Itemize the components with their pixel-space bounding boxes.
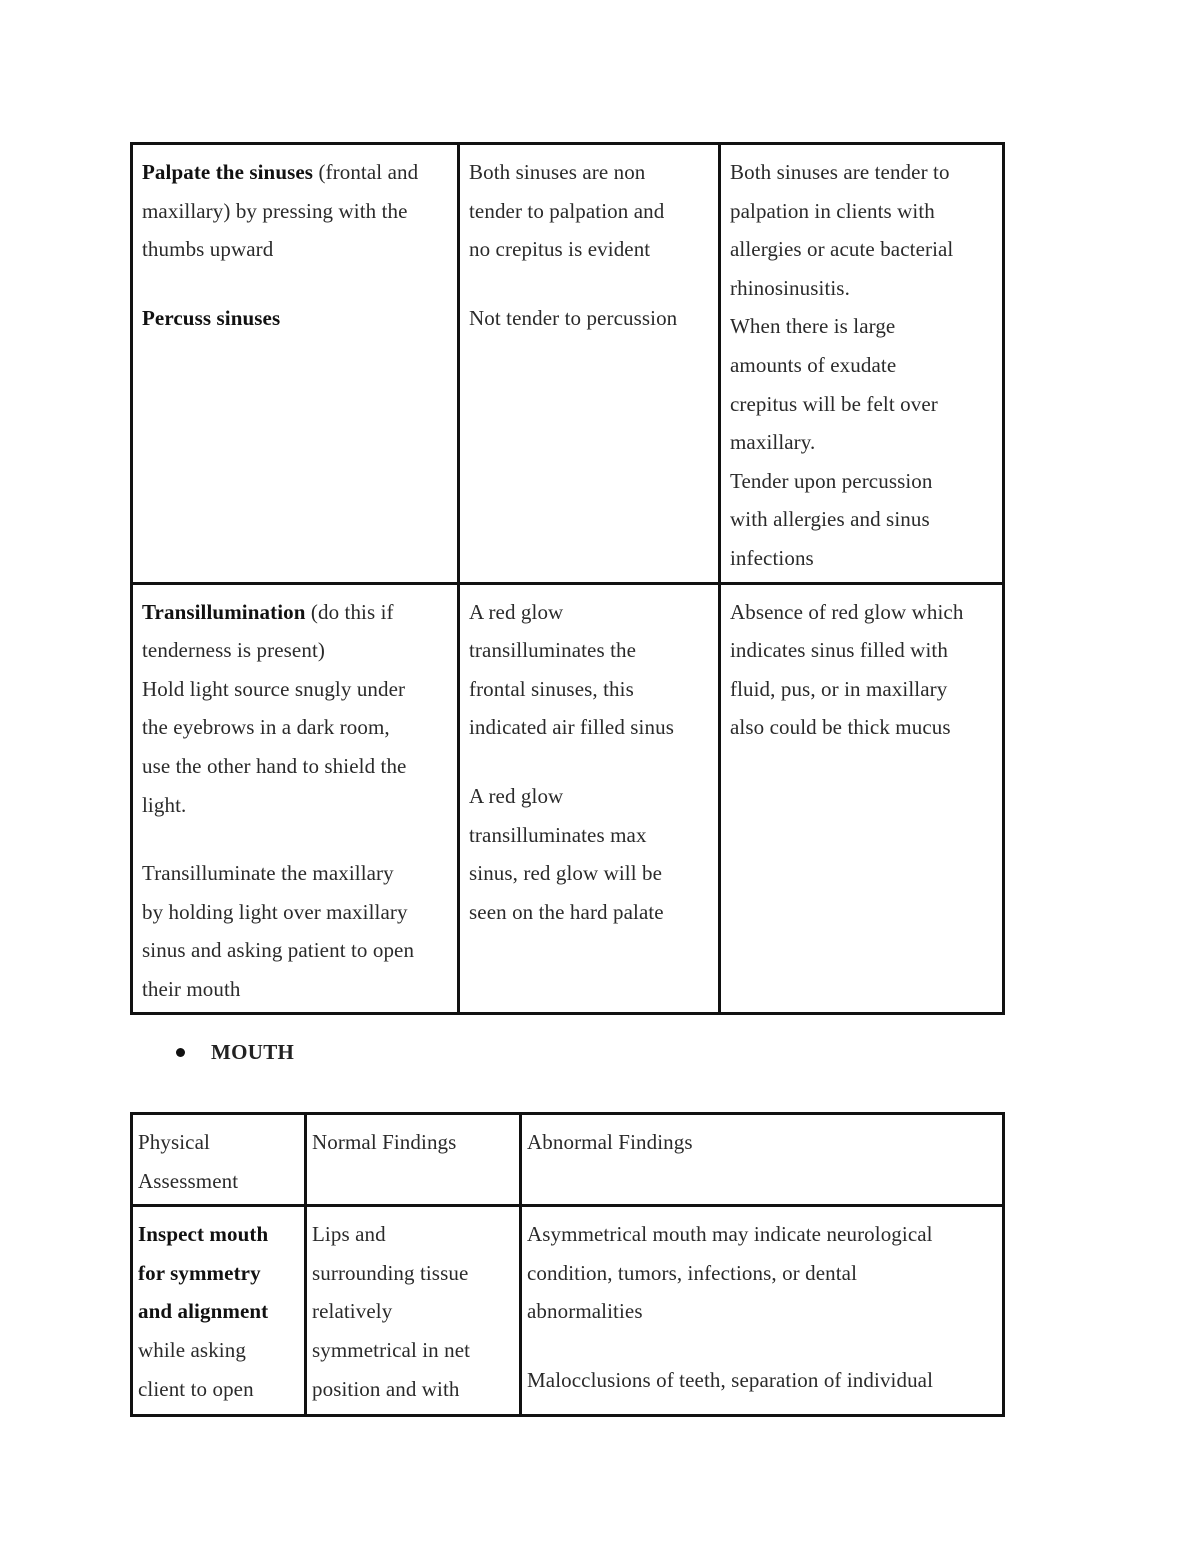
cell-line: thumbs upward [142, 237, 274, 262]
cell-line: rhinosinusitis. [730, 275, 850, 300]
bold-term: Palpate the sinuses [142, 160, 314, 184]
bold-term: Inspect mouth [138, 1222, 269, 1247]
cell-line: their mouth [142, 976, 241, 1001]
cell-line: Not tender to percussion [469, 305, 678, 330]
assessment-cell [132, 583, 459, 1014]
cell-line: tenderness is present) [142, 638, 325, 663]
bullet-icon [176, 1048, 185, 1057]
abnormal-findings-cell [720, 144, 1004, 584]
normal-findings-cell [459, 583, 720, 1014]
header-physical-assessment [132, 1114, 306, 1206]
table-row [132, 144, 1004, 584]
cell-line: also could be thick mucus [730, 715, 951, 740]
cell-line: A red glow [469, 599, 564, 624]
cell-line: seen on the hard palate [469, 899, 664, 924]
cell-line: Lips and [312, 1222, 386, 1247]
header-normal-findings [306, 1114, 521, 1206]
cell-line: indicated air filled sinus [469, 715, 674, 740]
text: (frontal and [313, 160, 419, 184]
normal-findings-cell [306, 1206, 521, 1416]
normal-findings-cell [459, 144, 720, 584]
table-header-row [132, 1114, 1004, 1206]
cell-line: sinus, red glow will be [469, 861, 663, 886]
cell-line: Tender upon percussion [730, 468, 933, 493]
cell-line: light. [142, 792, 187, 817]
header-abnormal-findings [521, 1114, 1004, 1206]
cell-line: relatively [312, 1299, 393, 1324]
paragraph-gap [142, 269, 449, 299]
cell-line: indicates sinus filled with [730, 638, 948, 663]
cell-line: transilluminates max [469, 822, 647, 847]
abnormal-findings-cell [521, 1206, 1004, 1416]
paragraph-gap [469, 269, 710, 299]
cell-line: by holding light over maxillary [142, 899, 408, 924]
cell-line: Absence of red glow which [730, 599, 964, 624]
cell-line: with allergies and sinus [730, 507, 930, 532]
paragraph-gap [142, 824, 449, 854]
cell-line: Assessment [138, 1168, 239, 1193]
bold-term: Transillumination [142, 599, 306, 624]
cell-line: Asymmetrical mouth may indicate neurological [527, 1222, 933, 1247]
assessment-cell [132, 144, 459, 584]
cell-line [142, 299, 449, 338]
text: (do this if [305, 599, 394, 624]
cell-line: Normal Findings [312, 1130, 457, 1154]
cell-line: Hold light source snugly under [142, 676, 406, 701]
cell-line: Physical [138, 1130, 210, 1154]
table-row [132, 583, 1004, 1014]
cell-line: amounts of exudate [730, 352, 897, 377]
cell-line: tender to palpation and [469, 198, 665, 223]
cell-line: palpation in clients with [730, 198, 935, 223]
cell-line: When there is large [730, 314, 896, 339]
cell-line [142, 593, 449, 632]
abnormal-findings-cell [720, 583, 1004, 1014]
cell-line: while asking [138, 1337, 246, 1362]
cell-line: Both sinuses are non [469, 160, 646, 184]
cell-line: A red glow [469, 783, 564, 808]
cell-line: surrounding tissue [312, 1260, 469, 1285]
cell-line: crepitus will be felt over [730, 391, 938, 416]
assessment-cell [132, 1206, 306, 1416]
cell-line [138, 1215, 298, 1254]
cell-line: fluid, pus, or in maxillary [730, 676, 948, 701]
cell-line: symmetrical in net [312, 1337, 471, 1362]
cell-line: the eyebrows in a dark room, [142, 715, 390, 740]
bold-term: for symmetry [138, 1260, 261, 1285]
cell-line: frontal sinuses, this [469, 676, 634, 701]
cell-line [138, 1254, 298, 1293]
cell-line: abnormalities [527, 1299, 643, 1324]
cell-line: maxillary. [730, 430, 816, 455]
paragraph-gap [469, 747, 710, 777]
cell-line: client to open [138, 1376, 254, 1401]
bold-term: and alignment [138, 1299, 269, 1324]
cell-line: allergies or acute bacterial [730, 237, 954, 262]
bold-term: Percuss sinuses [142, 305, 281, 330]
cell-line: sinus and asking patient to open [142, 938, 415, 963]
cell-line: Malocclusions of teeth, separation of individual [527, 1367, 934, 1392]
mouth-section-heading [176, 1034, 294, 1070]
cell-line: Both sinuses are tender to [730, 160, 950, 184]
cell-line [138, 1292, 298, 1331]
cell-line: position and with [312, 1376, 460, 1401]
cell-line: transilluminates the [469, 638, 637, 663]
cell-line: maxillary) by pressing with the [142, 198, 408, 223]
sinus-assessment-table [130, 142, 1005, 1015]
section-title: MOUTH [211, 1039, 295, 1064]
cell-line [142, 153, 449, 192]
cell-line: infections [730, 545, 814, 570]
cell-line: use the other hand to shield the [142, 753, 407, 778]
cell-line: condition, tumors, infections, or dental [527, 1260, 858, 1285]
cell-line: Abnormal Findings [527, 1130, 693, 1154]
cell-line: Transilluminate the maxillary [142, 861, 394, 886]
cell-line: no crepitus is evident [469, 237, 651, 262]
table-row [132, 1206, 1004, 1416]
mouth-assessment-table [130, 1112, 1005, 1417]
paragraph-gap [527, 1331, 996, 1361]
